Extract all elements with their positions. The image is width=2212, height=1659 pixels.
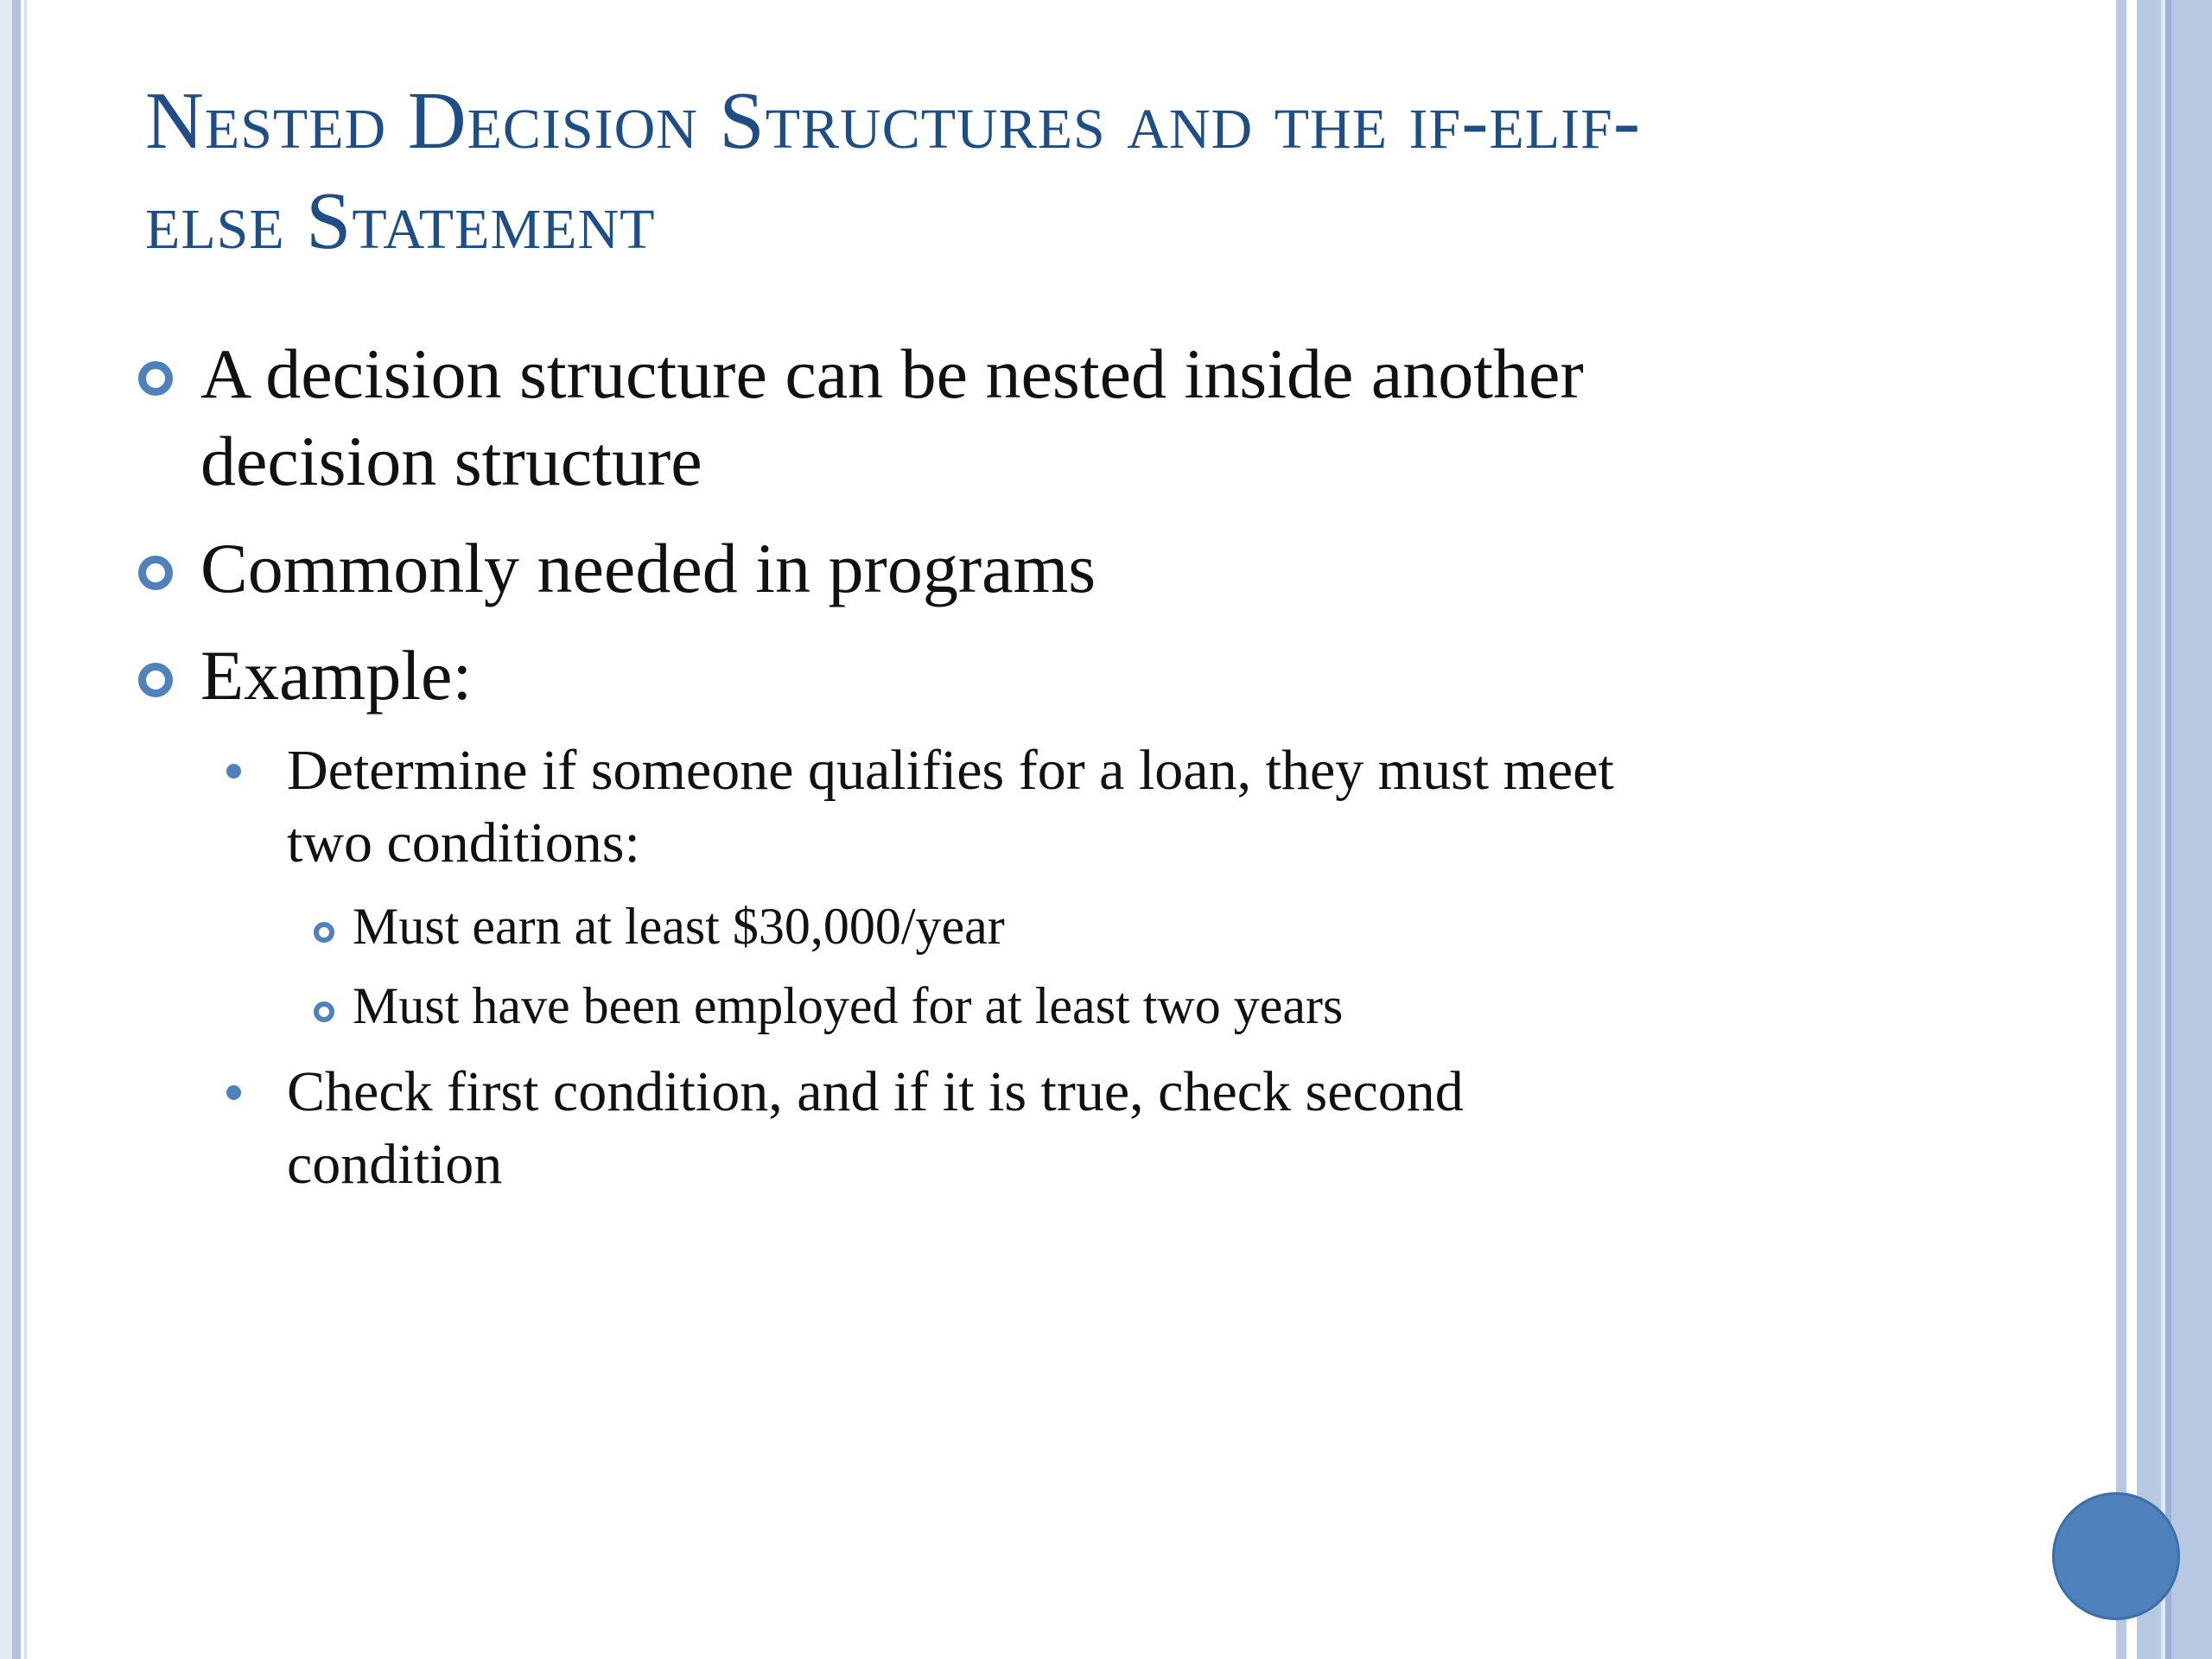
dot-bullet-icon (226, 1085, 241, 1100)
ring-bullet-icon (138, 663, 173, 697)
sub-bullet-text: Check first condition, and if it is true, check second (287, 1060, 1464, 1123)
sub-bullet-text: Determine if someone qualifies for a loan, they must meet (287, 739, 1614, 802)
bullet-text: Example: (200, 636, 473, 715)
dot-bullet-icon (226, 764, 241, 779)
ring-bullet-icon (138, 556, 173, 590)
slide-title-line-2: else Statement (145, 176, 656, 266)
small-ring-bullet-icon (314, 1001, 334, 1022)
sub-sub-bullet-text: Must earn at least $30,000/year (353, 898, 1005, 955)
sub-bullet-text: condition (287, 1133, 503, 1196)
bullet-text: A decision structure can be nested inside another (200, 334, 1584, 413)
slide-title-line-1: Nested Decision Structures and the if-elif- (145, 76, 1642, 166)
ring-bullet-icon (138, 361, 173, 396)
bullet-text: decision structure (200, 422, 702, 500)
sub-bullet-text: two conditions: (287, 811, 640, 874)
small-ring-bullet-icon (314, 922, 334, 943)
sub-sub-bullet-text: Must have been employed for at least two years (353, 977, 1344, 1034)
bullet-text: Commonly needed in programs (200, 529, 1096, 607)
